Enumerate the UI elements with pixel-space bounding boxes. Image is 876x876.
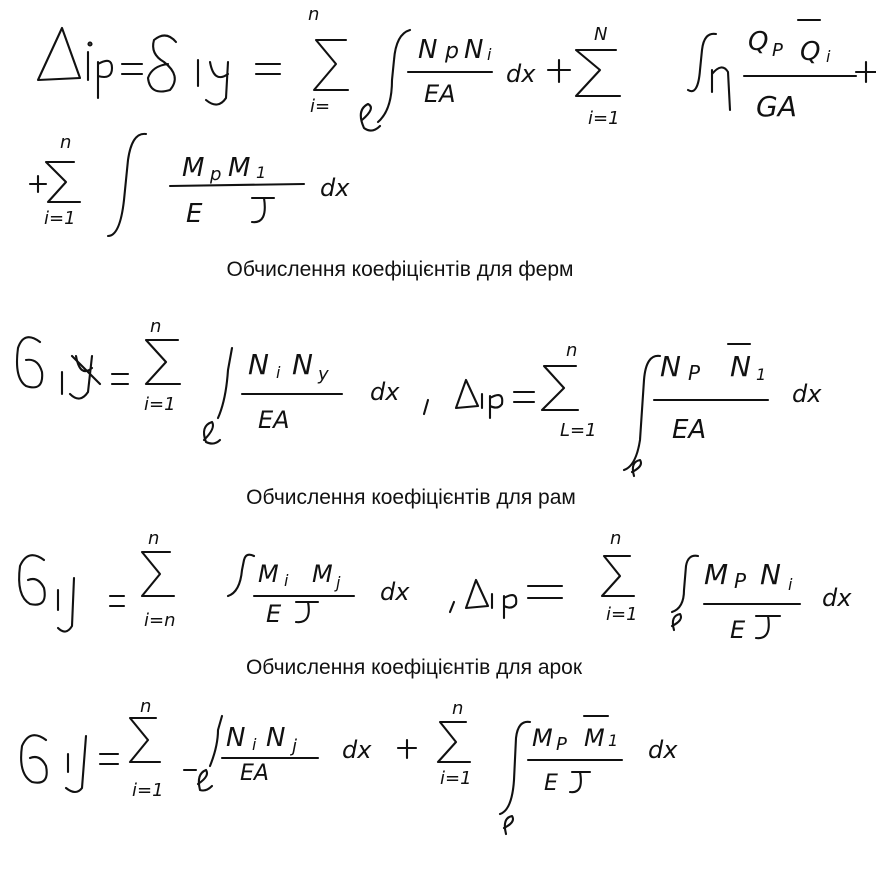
svg-text:i: i: [284, 571, 289, 590]
svg-text:j: j: [292, 736, 298, 757]
svg-text:n: n: [566, 340, 578, 361]
svg-text:dx: dx: [648, 736, 678, 764]
svg-text:p: p: [445, 39, 459, 64]
svg-text:N: N: [226, 723, 246, 753]
svg-text:EA: EA: [672, 415, 707, 445]
svg-text:n: n: [60, 132, 72, 153]
svg-text:i: i: [788, 575, 793, 594]
svg-text:dx: dx: [320, 174, 350, 202]
svg-text:i: i: [826, 47, 831, 66]
svg-text:i=n: i=n: [144, 610, 176, 631]
svg-text:EA: EA: [240, 761, 269, 786]
formula-frames: [19, 528, 852, 644]
svg-text:i=: i=: [310, 96, 331, 117]
svg-text:P: P: [688, 361, 701, 385]
svg-text:i: i: [487, 45, 492, 64]
svg-text:Q: Q: [800, 37, 821, 67]
svg-text:y: y: [318, 364, 329, 385]
svg-text:N: N: [248, 348, 269, 381]
svg-text:n: n: [610, 528, 622, 549]
svg-text:E: E: [186, 199, 203, 229]
svg-text:dx: dx: [370, 378, 400, 406]
svg-text:Q: Q: [748, 27, 769, 57]
svg-text:dx: dx: [822, 584, 852, 612]
svg-text:n: n: [452, 698, 464, 719]
heading-frames: Обчислення коефіцієнтів для рам: [246, 486, 576, 509]
svg-text:M: M: [258, 560, 279, 588]
svg-text:i=1: i=1: [44, 208, 76, 229]
svg-text:E: E: [266, 600, 282, 628]
svg-text:i=1: i=1: [588, 108, 620, 129]
svg-text:i=1: i=1: [440, 768, 472, 789]
svg-text:EA: EA: [258, 406, 290, 434]
svg-text:E: E: [544, 771, 558, 796]
svg-text:N: N: [266, 723, 286, 753]
svg-text:P: P: [556, 734, 567, 755]
svg-text:1: 1: [608, 731, 619, 750]
svg-text:N: N: [760, 558, 781, 591]
formula-general: [38, 4, 876, 131]
svg-text:N: N: [660, 350, 681, 383]
svg-text:1: 1: [756, 365, 767, 384]
svg-text:N: N: [292, 348, 313, 381]
svg-text:n: n: [148, 528, 160, 549]
svg-text:M: M: [312, 560, 333, 588]
heading-arches: Обчислення коефіцієнтів для арок: [245, 656, 583, 679]
svg-text:dx: dx: [792, 380, 822, 408]
svg-text:i: i: [252, 735, 257, 754]
svg-text:N: N: [418, 35, 438, 65]
svg-text:dx: dx: [342, 736, 372, 764]
svg-text:N: N: [464, 35, 484, 65]
svg-text:EA: EA: [424, 80, 456, 108]
svg-text:M: M: [704, 558, 729, 591]
svg-text:L=1: L=1: [560, 420, 597, 441]
svg-text:P: P: [772, 40, 783, 61]
svg-text:N: N: [730, 350, 751, 383]
svg-text:E: E: [730, 616, 746, 644]
svg-text:1: 1: [256, 163, 267, 182]
formula-trusses: [17, 316, 822, 476]
svg-text:GA: GA: [756, 90, 797, 123]
formula-general-line2: [30, 132, 350, 236]
svg-text:i: i: [276, 363, 281, 382]
svg-text:M: M: [532, 724, 553, 752]
svg-text:N: N: [594, 24, 608, 45]
svg-text:n: n: [150, 316, 162, 337]
svg-text:i=1: i=1: [606, 604, 638, 625]
svg-text:M: M: [584, 724, 605, 752]
svg-text:M: M: [228, 153, 251, 183]
svg-text:j: j: [336, 573, 341, 592]
heading-trusses: Обчислення коефіцієнтів для ферм: [226, 258, 574, 281]
svg-text:dx: dx: [506, 60, 536, 88]
svg-text:n: n: [308, 4, 320, 25]
svg-text:n: n: [140, 696, 152, 717]
formula-arches: [21, 696, 678, 834]
svg-text:dx: dx: [380, 578, 410, 606]
svg-text:M: M: [182, 153, 205, 183]
svg-text:i=1: i=1: [132, 780, 164, 801]
svg-text:i=1: i=1: [144, 394, 176, 415]
svg-text:p: p: [210, 164, 222, 185]
svg-text:P: P: [734, 569, 747, 593]
